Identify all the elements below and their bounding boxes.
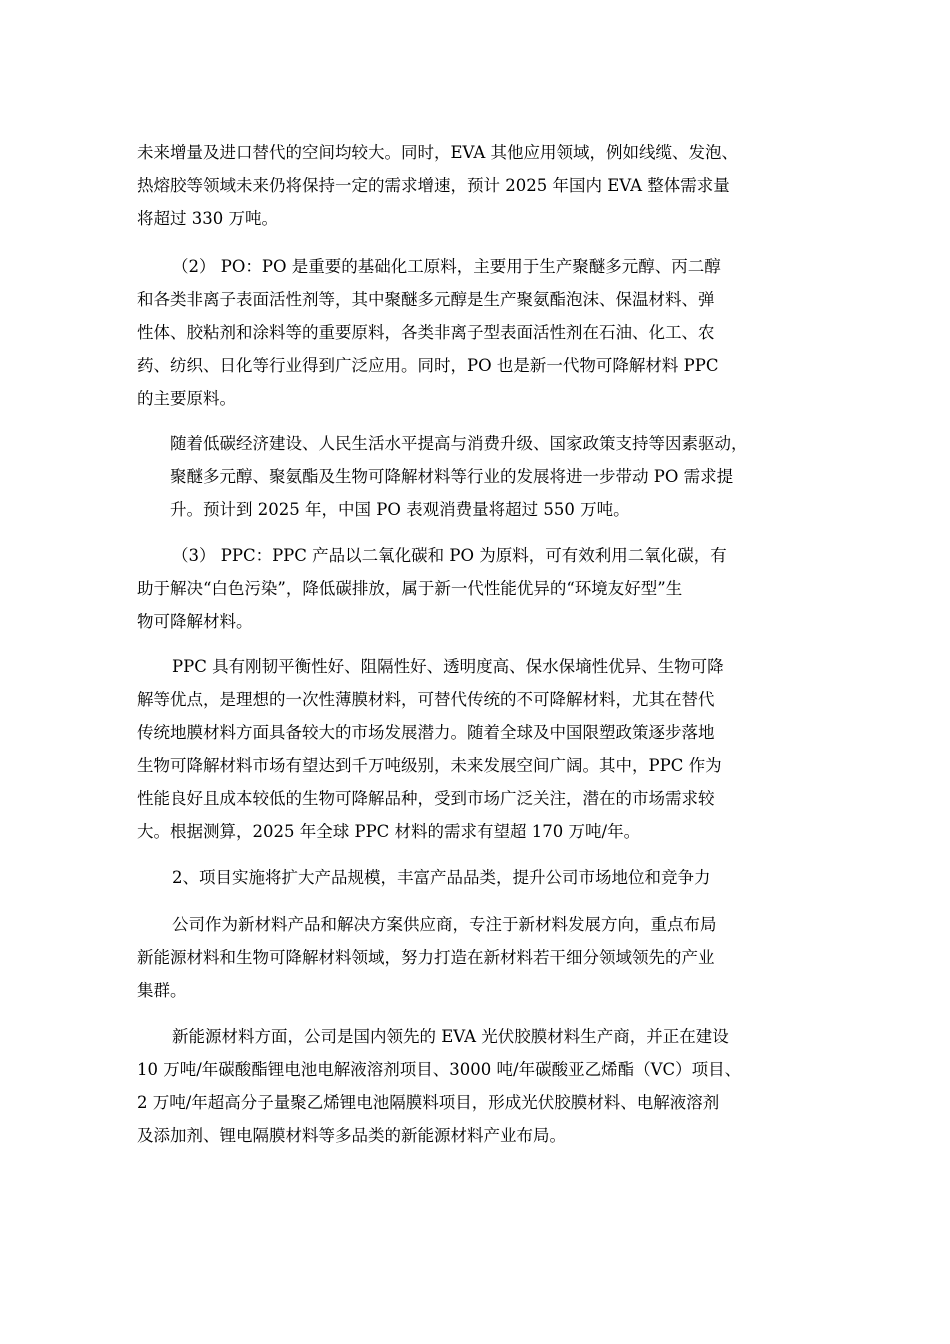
text-line: 聚醚多元醇、聚氨酯及生物可降解材料等行业的发展将进一步带动 PO 需求提	[170, 467, 734, 486]
text-line: 性能良好且成本较低的生物可降解品种，受到市场广泛关注，潜在的市场需求较	[137, 789, 715, 808]
paragraph-ppc-advantages	[137, 650, 827, 848]
text-line: 生物可降解材料市场有望达到千万吨级别，未来发展空间广阔。其中，PPC 作为	[137, 756, 722, 775]
paragraph-eva-demand	[137, 136, 827, 235]
text-line: 集群。	[137, 981, 187, 1000]
paragraph-ppc-intro	[137, 539, 827, 638]
paragraph-company-positioning	[137, 908, 827, 1007]
text-line: 大。根据测算，2025 年全球 PPC 材料的需求有望超 170 万吨/年。	[137, 822, 641, 841]
text-line: 药、纺织、日化等行业得到广泛应用。同时，PO 也是新一代物可降解材料 PPC	[137, 356, 719, 375]
text-line: 未来增量及进口替代的空间均较大。同时，EVA 其他应用领域，例如线缆、发泡、	[137, 143, 739, 162]
text-line: 公司作为新材料产品和解决方案供应商，专注于新材料发展方向，重点布局	[172, 915, 717, 934]
text-line: 新能源材料和生物可降解材料领域，努力打造在新材料若干细分领域领先的产业	[137, 948, 715, 967]
text-line: 性体、胶粘剂和涂料等的重要原料，各类非离子型表面活性剂在石油、化工、农	[137, 323, 715, 342]
text-line: 随着低碳经济建设、人民生活水平提高与消费升级、国家政策支持等因素驱动，	[170, 434, 748, 453]
paragraph-po-intro	[137, 250, 827, 415]
text-line: 物可降解材料。	[137, 612, 253, 631]
text-line: 助于解决“白色污染”，降低碳排放，属于新一代性能优异的“环境友好型”生	[137, 579, 683, 598]
text-line: 2 万吨/年超高分子量聚乙烯锂电池隔膜料项目，形成光伏胶膜材料、电解液溶剂	[137, 1093, 720, 1112]
paragraph-po-demand	[170, 427, 860, 526]
text-line: 的主要原料。	[137, 389, 236, 408]
text-line: （2） PO：PO 是重要的基础化工原料，主要用于生产聚醚多元醇、丙二醇	[172, 257, 721, 276]
text-line: 将超过 330 万吨。	[137, 209, 278, 228]
text-line: PPC 具有刚韧平衡性好、阻隔性好、透明度高、保水保墒性优异、生物可降	[172, 657, 724, 676]
text-line: 解等优点，是理想的一次性薄膜材料，可替代传统的不可降解材料，尤其在替代	[137, 690, 715, 709]
text-line: 热熔胶等领域未来仍将保持一定的需求增速，预计 2025 年国内 EVA 整体需求量	[137, 176, 730, 195]
text-line: 10 万吨/年碳酸酯锂电池电解液溶剂项目、3000 吨/年碳酸亚乙烯酯（VC）项目、	[137, 1060, 742, 1079]
section-heading	[137, 861, 827, 894]
text-line: 传统地膜材料方面具备较大的市场发展潜力。随着全球及中国限塑政策逐步落地	[137, 723, 715, 742]
text-line: 和各类非离子表面活性剂等，其中聚醚多元醇是生产聚氨酯泡沫、保温材料、弹	[137, 290, 715, 309]
paragraph-new-energy-materials	[137, 1020, 827, 1152]
text-line: 2、项目实施将扩大产品规模，丰富产品品类，提升公司市场地位和竞争力	[172, 868, 711, 887]
text-line: 及添加剂、锂电隔膜材料等多品类的新能源材料产业布局。	[137, 1126, 566, 1145]
text-line: （3） PPC：PPC 产品以二氧化碳和 PO 为原料，可有效利用二氧化碳，有	[172, 546, 727, 565]
text-line: 升。预计到 2025 年，中国 PO 表观消费量将超过 550 万吨。	[170, 500, 630, 519]
text-line: 新能源材料方面，公司是国内领先的 EVA 光伏胶膜材料生产商，并正在建设	[172, 1027, 729, 1046]
